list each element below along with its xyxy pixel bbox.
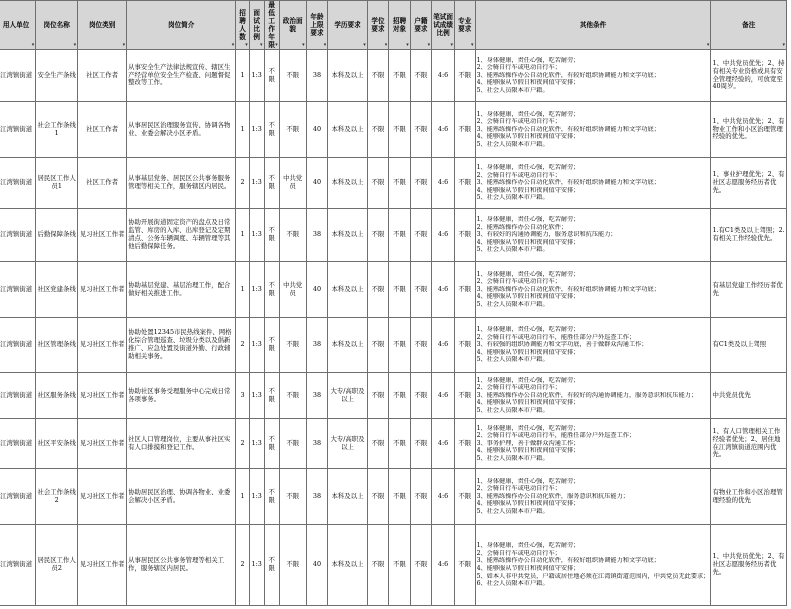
condition-line: 5、社会人员限本市户籍。 <box>476 406 549 414</box>
condition-line: 5、社会人员限本市户籍。 <box>476 356 549 364</box>
dropdown-arrow-icon[interactable]: ▾ <box>323 42 327 48</box>
dropdown-arrow-icon[interactable]: ▾ <box>363 42 366 48</box>
cell-age[interactable]: 38 <box>306 469 328 525</box>
cell-intro[interactable]: 从事基层党务、居民区公共事务服务管理等相关工作，服务辖区内居民。 <box>127 158 236 209</box>
cell-politics[interactable]: 不限 <box>279 525 306 606</box>
cell-intro[interactable]: 协助开展街道固定资产的盘点及日常监管、库房的入库、出库登记及定期清点、公务车辆调度、车辆管理等其他后勤保障任务。 <box>127 209 236 262</box>
condition-line: 5、社会人员限本市户籍。 <box>476 507 549 515</box>
cell-unit[interactable]: 江湾镇街道 <box>0 209 36 262</box>
cell-conditions[interactable] <box>475 373 711 419</box>
cell-score[interactable]: 4:6 <box>432 318 455 373</box>
cell-intro[interactable]: 协助基层党建、基层治理工作，配合做好相关推进工作。 <box>127 262 236 318</box>
cell-count[interactable]: 2 <box>236 158 250 209</box>
cell-score[interactable]: 4:6 <box>432 419 455 469</box>
cell-hukou[interactable]: 不限 <box>410 102 431 158</box>
cell-category[interactable]: 见习社区工作者 <box>78 525 127 606</box>
cell-score[interactable]: 4:6 <box>432 102 455 158</box>
condition-line: 1、身体健康，责任心强，吃苦耐劳； <box>476 542 580 550</box>
header-cell-unit[interactable]: 用人单位 ▾ <box>0 1 36 50</box>
dropdown-arrow-icon[interactable]: ▾ <box>245 42 248 48</box>
cell-name[interactable]: 社会工作条线1 <box>36 102 78 158</box>
cell-name[interactable]: 居民区工作人员2 <box>36 525 78 606</box>
table-row <box>0 102 787 158</box>
cell-count[interactable]: 1 <box>236 469 250 525</box>
cell-name[interactable]: 后勤保障条线 <box>36 209 78 262</box>
condition-line: 4、能够服从节假日和夜间值守安排； <box>476 133 580 141</box>
header-cell-politics[interactable]: 政治面貌 ▾ <box>279 1 306 50</box>
cell-conditions[interactable] <box>475 419 711 469</box>
cell-ratio[interactable]: 1:3 <box>249 158 264 209</box>
cell-degree[interactable]: 不限 <box>367 262 388 318</box>
cell-unit[interactable]: 江湾镇街道 <box>0 102 36 158</box>
cell-count[interactable]: 3 <box>236 373 250 419</box>
condition-line: 2、会骑自行车或电动自行车； <box>476 118 561 126</box>
cell-note[interactable]: 1、事业护理优先；2、有社区志愿服务经历者优先。 <box>711 158 787 209</box>
cell-ratio[interactable]: 1:3 <box>249 262 264 318</box>
cell-degree[interactable]: 不限 <box>367 102 388 158</box>
cell-score[interactable]: 4:6 <box>432 469 455 525</box>
cell-age[interactable]: 40 <box>306 525 328 606</box>
condition-line: 1、身体健康，责任心强，吃苦耐劳； <box>476 56 580 64</box>
dropdown-arrow-icon[interactable]: ▾ <box>427 42 431 48</box>
cell-intro[interactable]: 社区人口管理岗位，主要从事社区实有人口排摸和登记工作。 <box>127 419 236 469</box>
cell-politics[interactable]: 不限 <box>279 373 306 419</box>
table-row <box>0 50 787 102</box>
cell-major[interactable]: 不限 <box>454 525 475 606</box>
condition-line: 1、身体健康，责任心强，吃苦耐劳； <box>476 110 580 118</box>
cell-major[interactable]: 不限 <box>454 318 475 373</box>
cell-politics[interactable]: 不限 <box>279 50 306 102</box>
dropdown-arrow-icon[interactable]: ▾ <box>260 42 263 48</box>
header-cell-target[interactable]: 招聘对象 ▾ <box>389 1 410 50</box>
cell-hukou[interactable]: 不限 <box>410 158 431 209</box>
condition-line: 3、能熟练操作办公自动化软件，有较好组织协调能力和文字功底； <box>476 179 660 187</box>
cell-target[interactable]: 不限 <box>389 318 410 373</box>
cell-degree[interactable]: 不限 <box>367 209 388 262</box>
cell-category[interactable]: 社区工作者 <box>78 102 127 158</box>
dropdown-arrow-icon[interactable]: ▾ <box>302 42 305 48</box>
cell-ratio[interactable]: 1:3 <box>249 469 264 525</box>
cell-note[interactable]: 1、中共党员优先；2、有社区志愿服务经历者优先。 <box>711 525 787 606</box>
cell-age[interactable]: 38 <box>306 318 328 373</box>
cell-degree[interactable]: 不限 <box>367 469 388 525</box>
condition-line: 5、社会人员限本市户籍。 <box>476 194 549 202</box>
cell-name[interactable]: 居民区工作人员1 <box>36 158 78 209</box>
dropdown-arrow-icon[interactable]: ▾ <box>73 42 77 48</box>
header-cell-conditions[interactable]: 其他条件 ▾ <box>475 1 711 50</box>
cell-count[interactable]: 2 <box>236 419 250 469</box>
cell-note[interactable]: 1.有C1类及以上驾照；2.有相关工作经验优先。 <box>711 209 787 262</box>
cell-politics[interactable]: 中共党员 <box>279 158 306 209</box>
condition-line: 3、能熟练操作办公自动化软件，有较好组织协调能力和文字功底； <box>476 125 660 133</box>
cell-degree[interactable]: 不限 <box>367 50 388 102</box>
condition-line: 2、会骑自行车或电动自行车，能胜任部分户外巡查工作； <box>476 432 636 440</box>
cell-ratio[interactable]: 1:3 <box>249 419 264 469</box>
cell-edu[interactable]: 本科及以上 <box>328 209 367 262</box>
cell-note[interactable]: 1、有人口管理相关工作经验者优先；2、居住地在江湾镇街道范围内优先。 <box>711 419 787 469</box>
condition-line: 1、身体健康，责任心强，吃苦耐劳； <box>476 164 580 172</box>
condition-line: 2、能熟练操作办公自动化软件； <box>476 223 568 231</box>
cell-age[interactable]: 40 <box>306 262 328 318</box>
condition-line: 2、会骑自行车或电动自行车； <box>476 485 561 493</box>
cell-politics[interactable]: 不限 <box>279 209 306 262</box>
condition-line: 4、能够服从节假日和夜间值守安排； <box>476 565 580 572</box>
cell-years[interactable]: 不限 <box>264 50 279 102</box>
cell-count[interactable]: 2 <box>236 318 250 373</box>
cell-conditions[interactable] <box>475 525 711 606</box>
cell-hukou[interactable]: 不限 <box>410 50 431 102</box>
cell-category[interactable]: 见习社区工作者 <box>78 262 127 318</box>
cell-edu[interactable]: 本科及以上 <box>328 262 367 318</box>
cell-target[interactable]: 不限 <box>389 209 410 262</box>
condition-line: 1、身体健康，责任心强，吃苦耐劳； <box>476 376 580 384</box>
cell-intro[interactable]: 从事安全生产法律法规宣传、辖区生产经营单位安全生产检查、问题督促整改等工作。 <box>127 50 236 102</box>
header-cell-degree[interactable]: 学位要求 ▾ <box>367 1 388 50</box>
condition-line: 3、能熟练操作办公自动化软件，有较好组织协调能力和文字功底； <box>476 285 660 293</box>
header-row <box>0 1 787 50</box>
cell-degree[interactable]: 不限 <box>367 419 388 469</box>
cell-category[interactable]: 见习社区工作者 <box>78 373 127 419</box>
cell-age[interactable]: 40 <box>306 158 328 209</box>
cell-unit[interactable]: 江湾镇街道 <box>0 373 36 419</box>
condition-line: 1、身体健康，责任心强，吃苦耐劳； <box>476 216 580 224</box>
cell-degree[interactable]: 不限 <box>367 318 388 373</box>
cell-ratio[interactable]: 1:3 <box>249 102 264 158</box>
cell-ratio[interactable]: 1:3 <box>249 318 264 373</box>
cell-count[interactable]: 1 <box>236 102 250 158</box>
cell-score[interactable]: 4:6 <box>432 50 455 102</box>
cell-conditions[interactable] <box>475 209 711 262</box>
cell-age[interactable]: 38 <box>306 373 328 419</box>
condition-line: 2、会骑自行车或电动自行车； <box>476 64 561 72</box>
cell-years[interactable]: 不限 <box>264 469 279 525</box>
condition-line: 4、能够服从节假日和夜间值守安排； <box>476 293 580 301</box>
header-cell-score[interactable]: 笔试面试成绩比例 ▾ <box>432 1 455 50</box>
cell-category[interactable]: 社区工作者 <box>78 50 127 102</box>
cell-edu[interactable]: 本科及以上 <box>328 158 367 209</box>
condition-line: 3、能熟练操作办公自动化软件，服务意识和抗压能力； <box>476 492 629 500</box>
cell-unit[interactable]: 江湾镇街道 <box>0 262 36 318</box>
cell-note[interactable]: 有C1类及以上驾照 <box>711 318 787 373</box>
cell-conditions[interactable] <box>475 102 711 158</box>
cell-years[interactable]: 不限 <box>264 373 279 419</box>
cell-edu[interactable]: 本科及以上 <box>328 525 367 606</box>
cell-politics[interactable]: 不限 <box>279 318 306 373</box>
condition-line: 2、会骑自行车或电动自行车； <box>476 278 561 286</box>
cell-years[interactable]: 不限 <box>264 209 279 262</box>
cell-note[interactable]: 中共党员优先 <box>711 373 787 419</box>
cell-conditions[interactable] <box>475 158 711 209</box>
cell-degree[interactable]: 不限 <box>367 373 388 419</box>
condition-line: 2、会骑自行车或电动自行车，能胜任部分户外巡查工作； <box>476 333 636 341</box>
cell-target[interactable]: 不限 <box>389 469 410 525</box>
cell-count[interactable]: 1 <box>236 209 250 262</box>
header-cell-ratio[interactable]: 面试比例 ▾ <box>249 1 264 50</box>
cell-major[interactable]: 不限 <box>454 209 475 262</box>
condition-line: 1、身体健康，责任心强，吃苦耐劳； <box>476 424 580 432</box>
cell-unit[interactable]: 江湾镇街道 <box>0 469 36 525</box>
cell-name[interactable]: 社区党建条线 <box>36 262 78 318</box>
table-row <box>0 318 787 373</box>
cell-ratio[interactable]: 1:3 <box>249 373 264 419</box>
condition-line: 1、身体健康，责任心强，吃苦耐劳； <box>476 270 580 278</box>
header-cell-name[interactable]: 岗位名称 ▾ <box>36 1 78 50</box>
table-row <box>0 469 787 525</box>
cell-years[interactable]: 不限 <box>264 525 279 606</box>
cell-hukou[interactable]: 不限 <box>410 469 431 525</box>
table-row <box>0 262 787 318</box>
cell-politics[interactable]: 不限 <box>279 469 306 525</box>
cell-years[interactable]: 不限 <box>264 262 279 318</box>
cell-target[interactable]: 不限 <box>389 102 410 158</box>
cell-age[interactable]: 40 <box>306 102 328 158</box>
cell-score[interactable]: 4:6 <box>432 262 455 318</box>
cell-unit[interactable]: 江湾镇街道 <box>0 318 36 373</box>
cell-ratio[interactable]: 1:3 <box>249 50 264 102</box>
cell-intro[interactable]: 协助居民区治理、协调各物业、业委会解决小区矛盾。 <box>127 469 236 525</box>
cell-hukou[interactable]: 不限 <box>410 525 431 606</box>
cell-note[interactable]: 1、中共党员优先；2、有物业工作和小区治理管理经验的优先。 <box>711 102 787 158</box>
cell-unit[interactable]: 江湾镇街道 <box>0 525 36 606</box>
cell-age[interactable]: 38 <box>306 50 328 102</box>
cell-score[interactable]: 4:6 <box>432 158 455 209</box>
condition-line: 3、事务护理，善于做群众沟通工作； <box>476 439 580 447</box>
condition-line: 3、能熟练操作办公自动化软件，有较好组织协调能力和文字功底； <box>476 557 660 565</box>
cell-hukou[interactable]: 不限 <box>410 209 431 262</box>
cell-note[interactable]: 有物业工作和小区治理管理经验的优先 <box>711 469 787 525</box>
cell-score[interactable]: 4:6 <box>432 373 455 419</box>
cell-conditions[interactable] <box>475 50 711 102</box>
condition-line: 3、能熟练操作办公自动化软件，有较好组织协调能力和文字功底； <box>476 71 660 79</box>
header-cell-intro[interactable]: 岗位简介 ▾ <box>127 1 236 50</box>
cell-target[interactable]: 不限 <box>389 50 410 102</box>
cell-target[interactable]: 不限 <box>389 373 410 419</box>
cell-major[interactable]: 不限 <box>454 158 475 209</box>
cell-category[interactable]: 见习社区工作者 <box>78 318 127 373</box>
cell-edu[interactable]: 本科及以上 <box>328 102 367 158</box>
dropdown-arrow-icon[interactable]: ▾ <box>450 42 453 48</box>
cell-age[interactable]: 38 <box>306 419 328 469</box>
condition-line: 4、能够服从节假日和夜间值守安排； <box>476 238 580 246</box>
condition-line: 1、身体健康，责任心强，吃苦耐劳； <box>476 326 580 334</box>
cell-target[interactable]: 不限 <box>389 419 410 469</box>
dropdown-arrow-icon[interactable]: ▾ <box>406 42 409 48</box>
cell-conditions[interactable] <box>475 318 711 373</box>
cell-ratio[interactable]: 1:3 <box>249 525 264 606</box>
dropdown-arrow-icon[interactable]: ▾ <box>275 42 278 48</box>
condition-line: 4、能够服从节假日和夜间值守安排； <box>476 348 580 356</box>
condition-line: 4、能够服从节假日和夜间值守安排； <box>476 79 580 87</box>
cell-politics[interactable]: 不限 <box>279 419 306 469</box>
condition-line: 3、有较强的组织协调能力和文字功底，善于做群众沟通工作； <box>476 341 648 349</box>
cell-name[interactable]: 安全生产条线 <box>36 50 78 102</box>
condition-line: 5、社会人员限本市户籍。 <box>476 86 549 94</box>
condition-line: 4、能够服从节假日和夜间值守安排； <box>476 186 580 194</box>
cell-edu[interactable]: 本科及以上 <box>328 318 367 373</box>
cell-count[interactable]: 1 <box>236 262 250 318</box>
header-cell-count[interactable]: 招聘人数 ▾ <box>236 1 250 50</box>
header-cell-note[interactable]: 备注 ▾ <box>711 1 787 50</box>
condition-line: 1、身体健康，责任心强，吃苦耐劳； <box>476 477 580 485</box>
cell-category[interactable]: 社区工作者 <box>78 158 127 209</box>
table-row <box>0 373 787 419</box>
cell-hukou[interactable]: 不限 <box>410 373 431 419</box>
cell-years[interactable]: 不限 <box>264 158 279 209</box>
cell-major[interactable]: 不限 <box>454 469 475 525</box>
cell-name[interactable]: 社会工作条线2 <box>36 469 78 525</box>
condition-line: 6、社会人员限本市户籍。 <box>476 580 549 588</box>
cell-degree[interactable]: 不限 <box>367 525 388 606</box>
cell-ratio[interactable]: 1:3 <box>249 209 264 262</box>
cell-target[interactable]: 不限 <box>389 525 410 606</box>
cell-count[interactable]: 2 <box>236 525 250 606</box>
table-row <box>0 209 787 262</box>
cell-unit[interactable]: 江湾镇街道 <box>0 158 36 209</box>
condition-line: 4、能够服从节假日和夜间值守安排； <box>476 500 580 508</box>
dropdown-arrow-icon[interactable]: ▾ <box>231 42 235 48</box>
dropdown-arrow-icon[interactable]: ▾ <box>384 42 388 48</box>
condition-line: 5、如本人非中共党员，户籍或居住地必须在江湾镇街道范围内，中共党员无此要求； <box>476 572 710 580</box>
cell-age[interactable]: 38 <box>306 209 328 262</box>
dropdown-arrow-icon[interactable]: ▾ <box>31 42 35 48</box>
header-cell-hukou[interactable]: 户籍要求 ▾ <box>410 1 431 50</box>
cell-intro[interactable]: 从事居民区治理服务宣传、协调各物业、业委会解决小区矛盾。 <box>127 102 236 158</box>
cell-edu[interactable]: 大专/高职及以上 <box>328 419 367 469</box>
header-cell-edu[interactable]: 学历要求 ▾ <box>328 1 367 50</box>
table-row <box>0 525 787 606</box>
cell-name[interactable]: 社区平安条线 <box>36 419 78 469</box>
condition-line: 4、能够服从节假日和夜间值守安排； <box>476 447 580 455</box>
cell-major[interactable]: 不限 <box>454 102 475 158</box>
cell-politics[interactable]: 中共党员 <box>279 262 306 318</box>
condition-line: 2、会骑自行车或电动自行车； <box>476 549 561 557</box>
cell-category[interactable]: 见习社区工作者 <box>78 469 127 525</box>
cell-score[interactable]: 4:6 <box>432 209 455 262</box>
cell-hukou[interactable]: 不限 <box>410 318 431 373</box>
cell-note[interactable]: 有基层党建工作经历者优先 <box>711 262 787 318</box>
cell-edu[interactable]: 本科及以上 <box>328 50 367 102</box>
condition-line: 2、会骑自行车或电动自行车； <box>476 384 561 392</box>
cell-major[interactable]: 不限 <box>454 50 475 102</box>
cell-years[interactable]: 不限 <box>264 102 279 158</box>
table-body <box>0 50 787 606</box>
cell-major[interactable]: 不限 <box>454 419 475 469</box>
cell-edu[interactable]: 本科及以上 <box>328 469 367 525</box>
dropdown-arrow-icon[interactable]: ▾ <box>471 42 474 48</box>
cell-name[interactable]: 社区服务条线 <box>36 373 78 419</box>
header-cell-age[interactable]: 年龄上限要求 ▾ <box>306 1 328 50</box>
dropdown-arrow-icon[interactable]: ▾ <box>122 42 126 48</box>
header-cell-major[interactable]: 专业要求 ▾ <box>454 1 475 50</box>
cell-category[interactable]: 见习社区工作者 <box>78 419 127 469</box>
cell-politics[interactable]: 不限 <box>279 102 306 158</box>
dropdown-arrow-icon[interactable]: ▾ <box>782 42 785 48</box>
cell-degree[interactable]: 不限 <box>367 158 388 209</box>
cell-major[interactable]: 不限 <box>454 373 475 419</box>
cell-name[interactable]: 社区管理条线 <box>36 318 78 373</box>
cell-intro[interactable]: 从事居民区公共事务管理等相关工作，服务辖区内居民。 <box>127 525 236 606</box>
condition-line: 5、社会人员限本市户籍。 <box>476 454 549 462</box>
cell-conditions[interactable] <box>475 262 711 318</box>
cell-years[interactable]: 不限 <box>264 419 279 469</box>
condition-line: 3、有较好的沟通协调能力，服务意识和抗压能力； <box>476 231 617 239</box>
cell-years[interactable]: 不限 <box>264 318 279 373</box>
cell-unit[interactable]: 江湾镇街道 <box>0 419 36 469</box>
cell-target[interactable]: 不限 <box>389 262 410 318</box>
condition-line: 5、社会人员限本市户籍。 <box>476 300 549 308</box>
condition-line: 3、能熟练操作办公自动化软件，有较好的沟通协调能力，服务意识和抗压能力； <box>476 391 698 399</box>
header-cell-years[interactable]: 最低工作年限 ▾ <box>264 1 279 50</box>
cell-category[interactable]: 见习社区工作者 <box>78 209 127 262</box>
condition-line: 2、会骑自行车或电动自行车； <box>476 171 561 179</box>
cell-note[interactable]: 1、中共党员优先；2、持有相关专业资格或具有安全管理经验的，可放宽至40周岁。 <box>711 50 787 102</box>
cell-intro[interactable]: 协助处置12345市民热线案件、网格化综合管理巡查、垃圾分类以及倡新推广、应急处置及街道外勤、行政辅助相关事务。 <box>127 318 236 373</box>
cell-hukou[interactable]: 不限 <box>410 419 431 469</box>
cell-hukou[interactable]: 不限 <box>410 262 431 318</box>
condition-line: 5、社会人员限本市户籍。 <box>476 246 549 254</box>
cell-conditions[interactable] <box>475 469 711 525</box>
condition-line: 5、社会人员限本市户籍。 <box>476 140 549 148</box>
cell-count[interactable]: 1 <box>236 50 250 102</box>
table-row <box>0 158 787 209</box>
cell-unit[interactable]: 江湾镇街道 <box>0 50 36 102</box>
cell-target[interactable]: 不限 <box>389 158 410 209</box>
cell-score[interactable]: 4:6 <box>432 525 455 606</box>
header-cell-category[interactable]: 岗位类别 ▾ <box>78 1 127 50</box>
table-row <box>0 419 787 469</box>
cell-major[interactable]: 不限 <box>454 262 475 318</box>
dropdown-arrow-icon[interactable]: ▾ <box>706 42 710 48</box>
cell-intro[interactable]: 协助社区事务受理服务中心完成日常各项事务。 <box>127 373 236 419</box>
cell-edu[interactable]: 大专/高职及以上 <box>328 373 367 419</box>
condition-line: 4、能够服从节假日和夜间值守安排； <box>476 399 580 407</box>
